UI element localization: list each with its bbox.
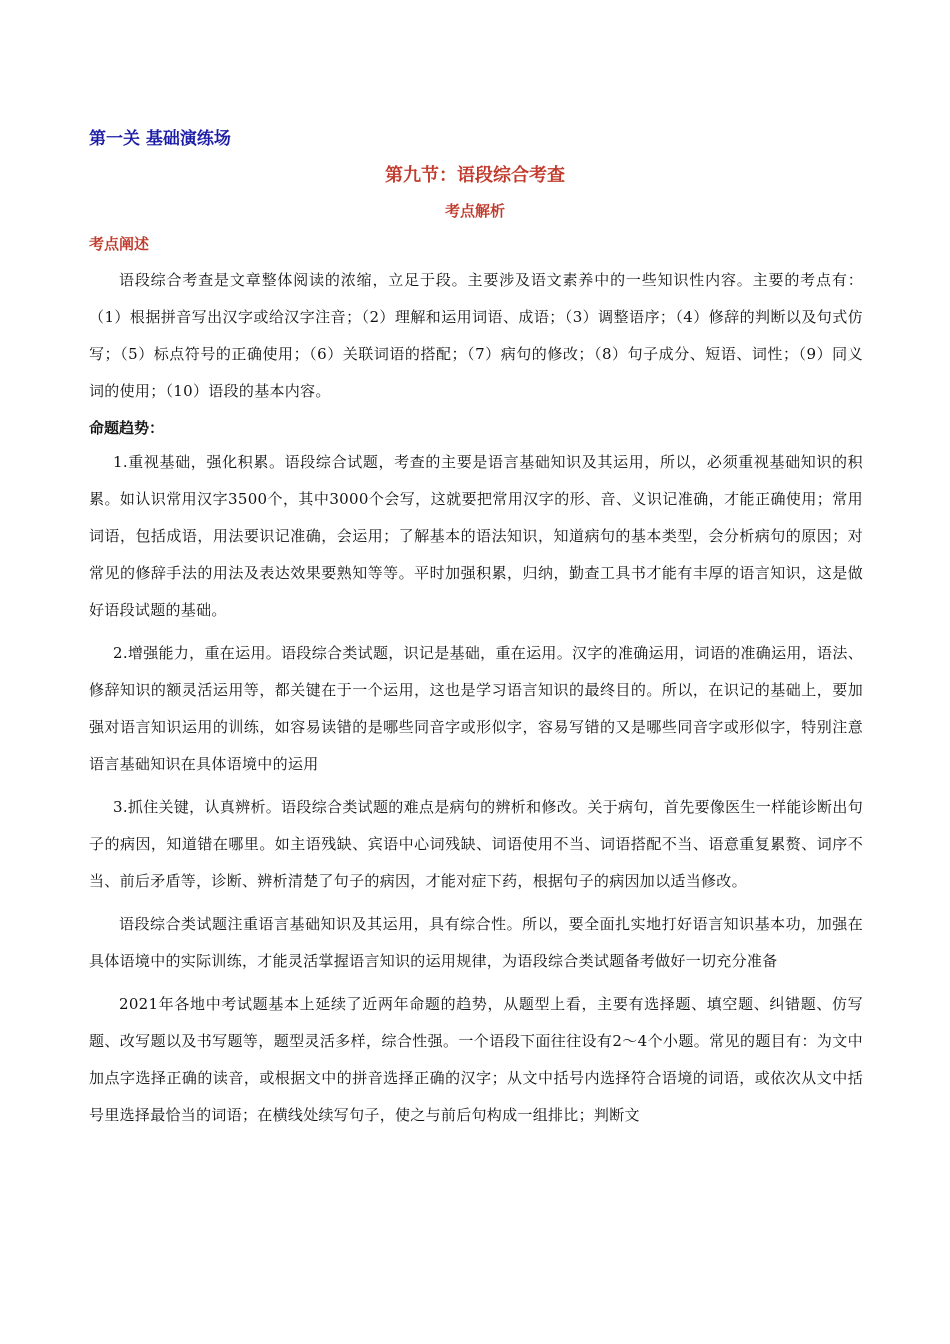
- trend-year-paragraph: 2021年各地中考试题基本上延续了近两年命题的趋势，从题型上看，主要有选择题、填空题、纠错题、仿写题、改写题以及书写题等，题型灵活多样，综合性强。一个语段下面往往设有2～4个小题。常见的题目有：为文中加点字选择正确的读音，或根据文中的拼音选择正确的汉字；从文中括号内选择符合语境的词语，或依次从文中括号里选择最恰当的词语；在横线处续写句子，使之与前后句构成一组排比；判断文: [89, 995, 863, 1124]
- trend-summary: 语段综合类试题注重语言基础知识及其运用，具有综合性。所以，要全面扎实地打好语言知识基本功，加强在具体语境中的实际训练，才能灵活掌握语言知识的运用规律，为语段综合类试题备考做好一切充分准备: [89, 915, 863, 970]
- chapter-title: 第一关 基础演练场: [89, 129, 231, 149]
- trend-heading: 命题趋势：: [89, 419, 165, 437]
- trend-item-2: 2.增强能力，重在运用。语段综合类试题，识记是基础，重在运用。汉字的准确运用，词语的准确运用，语法、修辞知识的额灵活运用等，都关键在于一个运用，这也是学习语言知识的最终目的。所以，在识记的基础上，要加强对语言知识运用的训练，如容易读错的是哪些同音字或形似字，容易写错的又是哪些同音字或形似字，特别注意语言基础知识在具体语境中的运用: [89, 644, 863, 773]
- sub-title: 考点解析: [444, 202, 505, 220]
- trend-item-3: 3.抓住关键，认真辨析。语段综合类试题的难点是病句的辨析和修改。关于病句，首先要像医生一样能诊断出句子的病因，知道错在哪里。如主语残缺、宾语中心词残缺、词语使用不当、词语搭配不当、语意重复累赘、词序不当、前后矛盾等，诊断、辨析清楚了句子的病因，才能对症下药，根据句子的病因加以适当修改。: [89, 798, 863, 890]
- trend-item-1: 1.重视基础，强化积累。语段综合试题，考查的主要是语言基础知识及其运用，所以，必须重视基础知识的积累。如认识常用汉字3500个，其中3000个会写，这就要把常用汉字的形、音、义识记准确，才能正确使用；常用词语，包括成语，用法要识记准确，会运用；了解基本的语法知识，知道病句的基本类型，会分析病句的原因；对常见的修辞手法的用法及表达效果要熟知等等。平时加强积累，归纳，勤查工具书才能有丰厚的语言知识，这是做好语段试题的基础。: [89, 453, 863, 619]
- section-title: 第九节：语段综合考查: [385, 165, 565, 186]
- kaodian-paragraph: 语段综合考查是文章整体阅读的浓缩，立足于段。主要涉及语文素养中的一些知识性内容。主要的考点有：（1）根据拼音写出汉字或给汉字注音；（2）理解和运用词语、成语；（3）调整语序；（4）修辞的判断以及句式仿写；（5）标点符号的正确使用；（6）关联词语的搭配；（7）病句的修改；（8）句子成分、短语、词性；（9）同义词的使用；（10）语段的基本内容。: [89, 271, 863, 400]
- kaodian-heading: 考点阐述: [89, 235, 150, 253]
- document-body: [89, 232, 863, 1140]
